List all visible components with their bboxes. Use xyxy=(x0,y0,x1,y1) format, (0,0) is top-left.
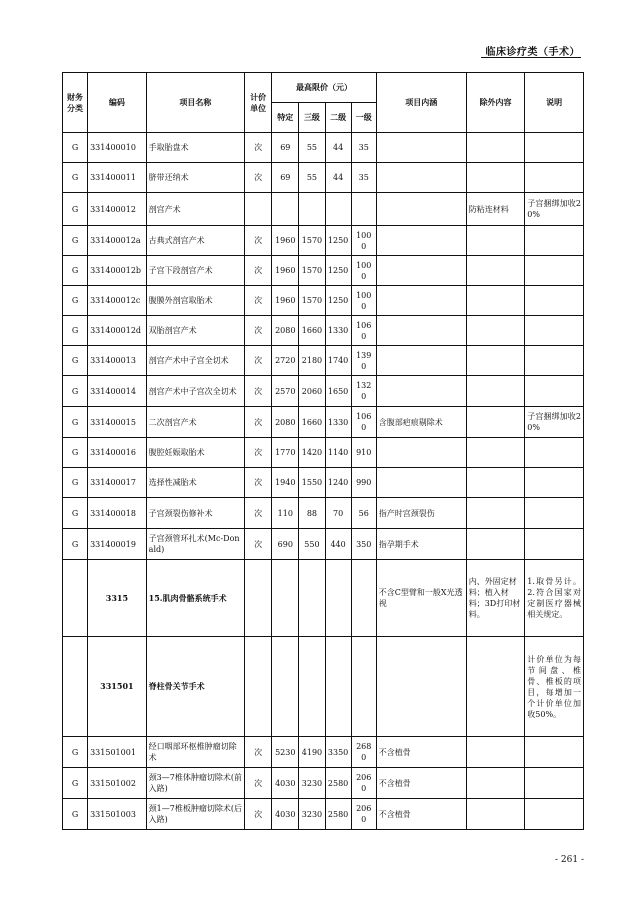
price-special-cell: 1960 xyxy=(272,256,299,286)
price-grade2-cell: 1250 xyxy=(325,226,351,256)
exclusions-cell xyxy=(466,799,525,830)
price-special-cell: 4030 xyxy=(272,768,299,799)
fee-table xyxy=(62,72,584,830)
price-grade1-cell: 990 xyxy=(351,468,376,498)
price-grade3-cell: 550 xyxy=(299,529,325,560)
name-cell: 剖宫产术 xyxy=(146,193,244,226)
price-grade3-cell: 4190 xyxy=(299,737,325,768)
exclusions-cell xyxy=(466,498,525,529)
col-header-grade-special: 特定 xyxy=(272,103,299,133)
code-cell: 3315 xyxy=(88,560,147,637)
content-cell xyxy=(376,256,466,286)
unit-cell: 次 xyxy=(245,498,272,529)
code-cell: 331400017 xyxy=(88,468,147,498)
name-cell: 腹膜外剖宫取胎术 xyxy=(146,286,244,316)
code-cell: 331400012a xyxy=(88,226,147,256)
notes-cell xyxy=(525,799,584,830)
price-grade2-cell: 1250 xyxy=(325,286,351,316)
unit-cell xyxy=(245,193,272,226)
notes-cell xyxy=(525,376,584,407)
price-grade3-cell: 1420 xyxy=(299,438,325,468)
notes-cell xyxy=(525,163,584,193)
exclusions-cell xyxy=(466,226,525,256)
price-special-cell xyxy=(272,193,299,226)
content-cell: 不含植骨 xyxy=(376,768,466,799)
price-grade2-cell xyxy=(325,193,351,226)
exclusions-cell xyxy=(466,286,525,316)
notes-cell xyxy=(525,529,584,560)
name-cell: 手取胎盘术 xyxy=(146,133,244,163)
price-grade3-cell: 2180 xyxy=(299,346,325,376)
price-grade3-cell: 1570 xyxy=(299,286,325,316)
price-grade2-cell: 1650 xyxy=(325,376,351,407)
code-cell: 331400013 xyxy=(88,346,147,376)
category-cell xyxy=(63,560,88,637)
price-special-cell: 1770 xyxy=(272,438,299,468)
content-cell: 不含C型臂和一般X光透视 xyxy=(376,560,466,637)
price-grade1-cell: 2060 xyxy=(351,768,376,799)
price-special-cell xyxy=(272,560,299,637)
code-cell: 331501 xyxy=(88,637,147,737)
notes-cell xyxy=(525,316,584,346)
content-cell: 含腹部疤痕剔除术 xyxy=(376,407,466,438)
unit-cell: 次 xyxy=(245,529,272,560)
col-header-max-price: 最高限价（元） xyxy=(272,73,377,103)
col-header-code: 编码 xyxy=(88,73,147,133)
price-special-cell: 1940 xyxy=(272,468,299,498)
price-grade2-cell: 2580 xyxy=(325,799,351,830)
price-grade1-cell: 1000 xyxy=(351,286,376,316)
category-cell xyxy=(63,637,88,737)
unit-cell: 次 xyxy=(245,163,272,193)
price-grade2-cell: 1250 xyxy=(325,256,351,286)
price-grade2-cell: 1140 xyxy=(325,438,351,468)
header-rule xyxy=(481,57,581,58)
category-cell: G xyxy=(63,407,88,438)
unit-cell: 次 xyxy=(245,133,272,163)
price-special-cell: 110 xyxy=(272,498,299,529)
name-cell: 脊柱骨关节手术 xyxy=(146,637,244,737)
table-row xyxy=(63,799,584,830)
header-row-1 xyxy=(63,73,584,103)
col-header-exclusions: 除外内容 xyxy=(466,73,525,133)
unit-cell xyxy=(245,560,272,637)
content-cell xyxy=(376,226,466,256)
price-grade2-cell: 440 xyxy=(325,529,351,560)
category-cell: G xyxy=(63,256,88,286)
col-header-grade-3: 三级 xyxy=(299,103,325,133)
category-cell: G xyxy=(63,316,88,346)
exclusions-cell xyxy=(466,256,525,286)
price-grade2-cell xyxy=(325,637,351,737)
table-row xyxy=(63,286,584,316)
notes-cell xyxy=(525,468,584,498)
price-special-cell: 2570 xyxy=(272,376,299,407)
category-cell: G xyxy=(63,468,88,498)
price-grade2-cell: 1330 xyxy=(325,407,351,438)
table-row xyxy=(63,346,584,376)
category-cell: G xyxy=(63,163,88,193)
price-grade3-cell xyxy=(299,560,325,637)
notes-cell xyxy=(525,737,584,768)
table-row xyxy=(63,316,584,346)
page-number: - 261 - xyxy=(555,855,584,865)
notes-cell: 1.取骨另计。2.符合国家对定制医疗器械相关规定。 xyxy=(525,560,584,637)
code-cell: 331400019 xyxy=(88,529,147,560)
price-grade3-cell: 2060 xyxy=(299,376,325,407)
category-cell: G xyxy=(63,768,88,799)
notes-cell xyxy=(525,256,584,286)
price-grade3-cell: 1570 xyxy=(299,226,325,256)
name-cell: 子宫下段剖宫产术 xyxy=(146,256,244,286)
code-cell: 331400012b xyxy=(88,256,147,286)
exclusions-cell: 防粘连材料 xyxy=(466,193,525,226)
content-cell: 不含植骨 xyxy=(376,737,466,768)
price-special-cell xyxy=(272,637,299,737)
notes-cell xyxy=(525,498,584,529)
category-cell: G xyxy=(63,529,88,560)
price-grade2-cell: 2580 xyxy=(325,768,351,799)
section-row xyxy=(63,637,584,737)
code-cell: 331501001 xyxy=(88,737,147,768)
exclusions-cell xyxy=(466,637,525,737)
unit-cell: 次 xyxy=(245,438,272,468)
price-special-cell: 1960 xyxy=(272,226,299,256)
category-cell: G xyxy=(63,498,88,529)
category-cell: G xyxy=(63,799,88,830)
code-cell: 331400015 xyxy=(88,407,147,438)
table-row xyxy=(63,376,584,407)
code-cell: 331400012 xyxy=(88,193,147,226)
category-cell: G xyxy=(63,346,88,376)
price-grade3-cell: 55 xyxy=(299,133,325,163)
price-grade1-cell: 2060 xyxy=(351,799,376,830)
name-cell: 颈3—7椎体肿瘤切除术(前入路) xyxy=(146,768,244,799)
table-row xyxy=(63,407,584,438)
code-cell: 331400016 xyxy=(88,438,147,468)
price-grade2-cell: 1240 xyxy=(325,468,351,498)
content-cell xyxy=(376,133,466,163)
notes-cell xyxy=(525,768,584,799)
category-cell: G xyxy=(63,376,88,407)
exclusions-cell xyxy=(466,407,525,438)
price-grade3-cell: 1550 xyxy=(299,468,325,498)
price-special-cell: 69 xyxy=(272,163,299,193)
name-cell: 二次剖宫产术 xyxy=(146,407,244,438)
price-grade3-cell: 3230 xyxy=(299,799,325,830)
exclusions-cell xyxy=(466,316,525,346)
exclusions-cell xyxy=(466,438,525,468)
unit-cell: 次 xyxy=(245,407,272,438)
price-grade3-cell xyxy=(299,637,325,737)
content-cell xyxy=(376,637,466,737)
price-grade1-cell xyxy=(351,560,376,637)
code-cell: 331400010 xyxy=(88,133,147,163)
name-cell: 双胎剖宫产术 xyxy=(146,316,244,346)
unit-cell: 次 xyxy=(245,346,272,376)
name-cell: 子宫颈管环扎术(Mc-Donald) xyxy=(146,529,244,560)
col-header-content: 项目内涵 xyxy=(376,73,466,133)
unit-cell xyxy=(245,637,272,737)
code-cell: 331400011 xyxy=(88,163,147,193)
name-cell: 子宫颈裂伤修补术 xyxy=(146,498,244,529)
name-cell: 脐带还纳术 xyxy=(146,163,244,193)
content-cell: 不含植骨 xyxy=(376,799,466,830)
price-grade2-cell: 1330 xyxy=(325,316,351,346)
exclusions-cell xyxy=(466,529,525,560)
col-header-notes: 说明 xyxy=(525,73,584,133)
price-grade1-cell xyxy=(351,193,376,226)
content-cell: 指产时宫颈裂伤 xyxy=(376,498,466,529)
category-cell: G xyxy=(63,286,88,316)
price-special-cell: 2080 xyxy=(272,316,299,346)
table-row xyxy=(63,529,584,560)
content-cell xyxy=(376,316,466,346)
table-row xyxy=(63,256,584,286)
content-cell xyxy=(376,438,466,468)
code-cell: 331501003 xyxy=(88,799,147,830)
code-cell: 331400018 xyxy=(88,498,147,529)
price-grade3-cell xyxy=(299,193,325,226)
code-cell: 331400012c xyxy=(88,286,147,316)
notes-cell xyxy=(525,226,584,256)
unit-cell: 次 xyxy=(245,376,272,407)
table-row xyxy=(63,737,584,768)
price-special-cell: 2080 xyxy=(272,407,299,438)
price-grade3-cell: 88 xyxy=(299,498,325,529)
table-row xyxy=(63,193,584,226)
price-grade3-cell: 1660 xyxy=(299,316,325,346)
exclusions-cell: 内、外固定材料；植入材料；3D打印材料。 xyxy=(466,560,525,637)
category-cell: G xyxy=(63,226,88,256)
price-grade1-cell: 1000 xyxy=(351,256,376,286)
name-cell: 经口咽部环枢椎肿瘤切除术 xyxy=(146,737,244,768)
table-row xyxy=(63,163,584,193)
col-header-category: 财务分类 xyxy=(63,73,88,133)
content-cell xyxy=(376,468,466,498)
price-grade1-cell: 2680 xyxy=(351,737,376,768)
notes-cell: 子宫捆绑加收20% xyxy=(525,407,584,438)
notes-cell: 子宫捆绑加收20% xyxy=(525,193,584,226)
price-grade1-cell: 350 xyxy=(351,529,376,560)
price-grade1-cell: 35 xyxy=(351,133,376,163)
price-special-cell: 1960 xyxy=(272,286,299,316)
exclusions-cell xyxy=(466,768,525,799)
unit-cell: 次 xyxy=(245,768,272,799)
price-grade2-cell: 70 xyxy=(325,498,351,529)
price-grade2-cell: 44 xyxy=(325,163,351,193)
code-cell: 331501002 xyxy=(88,768,147,799)
code-cell: 331400014 xyxy=(88,376,147,407)
category-cell: G xyxy=(63,193,88,226)
notes-cell xyxy=(525,438,584,468)
name-cell: 颈1—7椎板肿瘤切除术(后入路) xyxy=(146,799,244,830)
price-special-cell: 4030 xyxy=(272,799,299,830)
name-cell: 选择性减胎术 xyxy=(146,468,244,498)
section-row xyxy=(63,560,584,637)
category-cell: G xyxy=(63,438,88,468)
unit-cell: 次 xyxy=(245,226,272,256)
exclusions-cell xyxy=(466,163,525,193)
unit-cell: 次 xyxy=(245,737,272,768)
content-cell xyxy=(376,376,466,407)
unit-cell: 次 xyxy=(245,286,272,316)
page-header-title: 临床诊疗类（手术） xyxy=(485,47,580,58)
table-row xyxy=(63,438,584,468)
col-header-name: 项目名称 xyxy=(146,73,244,133)
exclusions-cell xyxy=(466,346,525,376)
name-cell: 15.肌肉骨骼系统手术 xyxy=(146,560,244,637)
content-cell: 指孕期手术 xyxy=(376,529,466,560)
unit-cell: 次 xyxy=(245,468,272,498)
price-special-cell: 690 xyxy=(272,529,299,560)
price-grade2-cell xyxy=(325,560,351,637)
col-header-unit: 计价单位 xyxy=(245,73,272,133)
notes-cell: 计价单位为每节间盘、椎骨、椎板的项目，每增加一个计价单位加收50%。 xyxy=(525,637,584,737)
price-special-cell: 69 xyxy=(272,133,299,163)
table-row xyxy=(63,768,584,799)
price-grade1-cell: 1060 xyxy=(351,407,376,438)
price-special-cell: 2720 xyxy=(272,346,299,376)
col-header-grade-1: 一级 xyxy=(351,103,376,133)
price-grade3-cell: 3230 xyxy=(299,768,325,799)
notes-cell xyxy=(525,286,584,316)
price-grade1-cell: 1060 xyxy=(351,316,376,346)
content-cell xyxy=(376,163,466,193)
price-grade1-cell: 910 xyxy=(351,438,376,468)
price-grade1-cell: 1320 xyxy=(351,376,376,407)
exclusions-cell xyxy=(466,133,525,163)
price-grade2-cell: 1740 xyxy=(325,346,351,376)
table-row xyxy=(63,468,584,498)
notes-cell xyxy=(525,133,584,163)
col-header-grade-2: 二级 xyxy=(325,103,351,133)
price-grade1-cell xyxy=(351,637,376,737)
content-cell xyxy=(376,193,466,226)
exclusions-cell xyxy=(466,737,525,768)
price-grade1-cell: 35 xyxy=(351,163,376,193)
code-cell: 331400012d xyxy=(88,316,147,346)
price-special-cell: 5230 xyxy=(272,737,299,768)
unit-cell: 次 xyxy=(245,799,272,830)
table-row xyxy=(63,133,584,163)
table-row xyxy=(63,226,584,256)
price-grade1-cell: 1000 xyxy=(351,226,376,256)
name-cell: 古典式剖宫产术 xyxy=(146,226,244,256)
exclusions-cell xyxy=(466,376,525,407)
price-grade3-cell: 55 xyxy=(299,163,325,193)
table-body xyxy=(63,73,584,830)
price-grade1-cell: 1390 xyxy=(351,346,376,376)
name-cell: 剖宫产术中子宫次全切术 xyxy=(146,376,244,407)
exclusions-cell xyxy=(466,468,525,498)
unit-cell: 次 xyxy=(245,316,272,346)
price-grade2-cell: 44 xyxy=(325,133,351,163)
price-grade2-cell: 3350 xyxy=(325,737,351,768)
table-row xyxy=(63,498,584,529)
unit-cell: 次 xyxy=(245,256,272,286)
name-cell: 腹腔妊娠取胎术 xyxy=(146,438,244,468)
price-grade3-cell: 1660 xyxy=(299,407,325,438)
content-cell xyxy=(376,346,466,376)
price-grade3-cell: 1570 xyxy=(299,256,325,286)
name-cell: 剖宫产术中子宫全切术 xyxy=(146,346,244,376)
content-cell xyxy=(376,286,466,316)
notes-cell xyxy=(525,346,584,376)
category-cell: G xyxy=(63,133,88,163)
price-grade1-cell: 56 xyxy=(351,498,376,529)
category-cell: G xyxy=(63,737,88,768)
